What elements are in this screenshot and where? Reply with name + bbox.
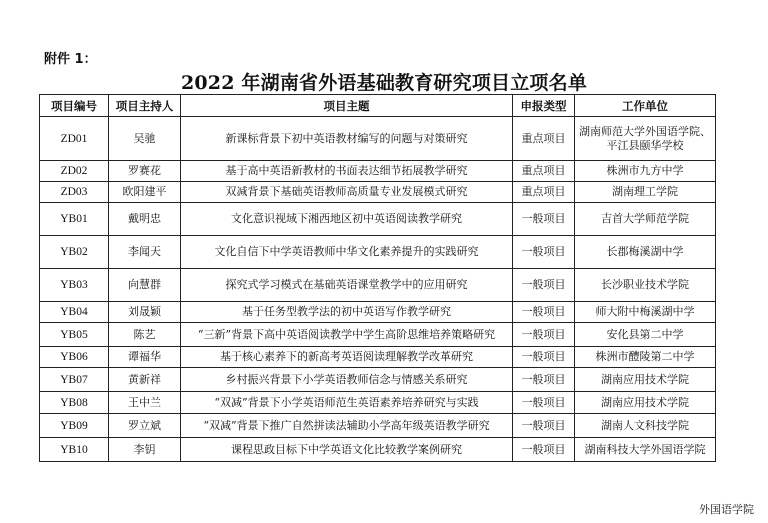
cell-topic: 乡村振兴背景下小学英语教师信念与情感关系研究: [181, 368, 513, 392]
cell-type: 一般项目: [513, 323, 575, 347]
cell-type: 一般项目: [513, 414, 575, 438]
cell-type: 一般项目: [513, 347, 575, 368]
table-row: [40, 161, 716, 182]
table-row: [40, 182, 716, 203]
col-header-code: 项目编号: [40, 95, 109, 117]
cell-unit: 师大附中梅溪湖中学: [575, 302, 716, 323]
table-row: [40, 392, 716, 414]
cell-type: 一般项目: [513, 368, 575, 392]
cell-topic: 文化意识视域下湘西地区初中英语阅读教学研究: [181, 203, 513, 236]
cell-type: 一般项目: [513, 302, 575, 323]
cell-code: YB05: [40, 323, 109, 347]
cell-code: YB06: [40, 347, 109, 368]
cell-topic: “双减”背景下推广自然拼读法辅助小学高年级英语教学研究: [181, 414, 513, 438]
cell-unit: 安化县第二中学: [575, 323, 716, 347]
cell-host: 李钥: [109, 438, 181, 462]
cell-type: 一般项目: [513, 269, 575, 302]
cell-code: YB08: [40, 392, 109, 414]
cell-host: 黄新祥: [109, 368, 181, 392]
page-title: 2022 年湖南省外语基础教育研究项目立项名单: [180, 72, 588, 94]
cell-type: 一般项目: [513, 236, 575, 269]
table-row: [40, 438, 716, 462]
col-header-unit: 工作单位: [575, 95, 716, 117]
cell-code: YB03: [40, 269, 109, 302]
project-table: [39, 94, 716, 462]
cell-topic: “双减”背景下小学英语师范生英语素养培养研究与实践: [181, 392, 513, 414]
cell-host: 欧阳建平: [109, 182, 181, 203]
cell-code: ZD03: [40, 182, 109, 203]
table-row: [40, 414, 716, 438]
watermark-text: 外国语学院: [699, 503, 754, 516]
cell-unit: 湖南师范大学外国语学院、平江县颐华学校: [575, 117, 716, 161]
cell-code: ZD02: [40, 161, 109, 182]
cell-code: YB01: [40, 203, 109, 236]
table-row: [40, 203, 716, 236]
cell-topic: 基于高中英语新教材的书面表达细节拓展教学研究: [181, 161, 513, 182]
cell-topic: 课程思政目标下中学英语文化比较教学案例研究: [181, 438, 513, 462]
cell-host: 陈艺: [109, 323, 181, 347]
cell-type: 一般项目: [513, 203, 575, 236]
cell-topic: 探究式学习模式在基础英语课堂教学中的应用研究: [181, 269, 513, 302]
cell-host: 向慧群: [109, 269, 181, 302]
table-row: [40, 368, 716, 392]
cell-host: 谭福华: [109, 347, 181, 368]
cell-host: 吴驰: [109, 117, 181, 161]
cell-topic: 新课标背景下初中英语教材编写的问题与对策研究: [181, 117, 513, 161]
cell-type: 重点项目: [513, 161, 575, 182]
col-header-type: 申报类型: [513, 95, 575, 117]
cell-type: 一般项目: [513, 392, 575, 414]
table-row: [40, 236, 716, 269]
cell-unit: 湖南应用技术学院: [575, 392, 716, 414]
cell-host: 罗立斌: [109, 414, 181, 438]
cell-type: 重点项目: [513, 182, 575, 203]
cell-topic: 文化自信下中学英语教师中华文化素养提升的实践研究: [181, 236, 513, 269]
cell-topic: 基于核心素养下的新高考英语阅读理解教学改革研究: [181, 347, 513, 368]
cell-unit: 株洲市醴陵第二中学: [575, 347, 716, 368]
col-header-host: 项目主持人: [109, 95, 181, 117]
cell-code: YB09: [40, 414, 109, 438]
cell-code: YB04: [40, 302, 109, 323]
table-row: [40, 323, 716, 347]
attachment-label: 附件 1：: [44, 52, 97, 67]
cell-unit: 吉首大学师范学院: [575, 203, 716, 236]
cell-unit: 株洲市九方中学: [575, 161, 716, 182]
cell-unit: 湖南理工学院: [575, 182, 716, 203]
cell-code: ZD01: [40, 117, 109, 161]
cell-unit: 长沙职业技术学院: [575, 269, 716, 302]
cell-topic: 双减背景下基础英语教师高质量专业发展模式研究: [181, 182, 513, 203]
cell-type: 一般项目: [513, 438, 575, 462]
cell-host: 王中兰: [109, 392, 181, 414]
cell-code: YB10: [40, 438, 109, 462]
cell-unit: 湖南应用技术学院: [575, 368, 716, 392]
table-header-row: [40, 95, 716, 117]
table-row: [40, 347, 716, 368]
cell-topic: “三新”背景下高中英语阅读教学中学生高阶思维培养策略研究: [181, 323, 513, 347]
cell-host: 李闻天: [109, 236, 181, 269]
cell-unit: 湖南人文科技学院: [575, 414, 716, 438]
cell-unit: 长郡梅溪湖中学: [575, 236, 716, 269]
cell-type: 重点项目: [513, 117, 575, 161]
cell-topic: 基于任务型教学法的初中英语写作教学研究: [181, 302, 513, 323]
cell-code: YB07: [40, 368, 109, 392]
cell-host: 戴明忠: [109, 203, 181, 236]
table-row: [40, 302, 716, 323]
col-header-topic: 项目主题: [181, 95, 513, 117]
table-row: [40, 117, 716, 161]
cell-unit: 湖南科技大学外国语学院: [575, 438, 716, 462]
table-row: [40, 269, 716, 302]
cell-host: 刘晟颖: [109, 302, 181, 323]
cell-code: YB02: [40, 236, 109, 269]
cell-host: 罗赛花: [109, 161, 181, 182]
